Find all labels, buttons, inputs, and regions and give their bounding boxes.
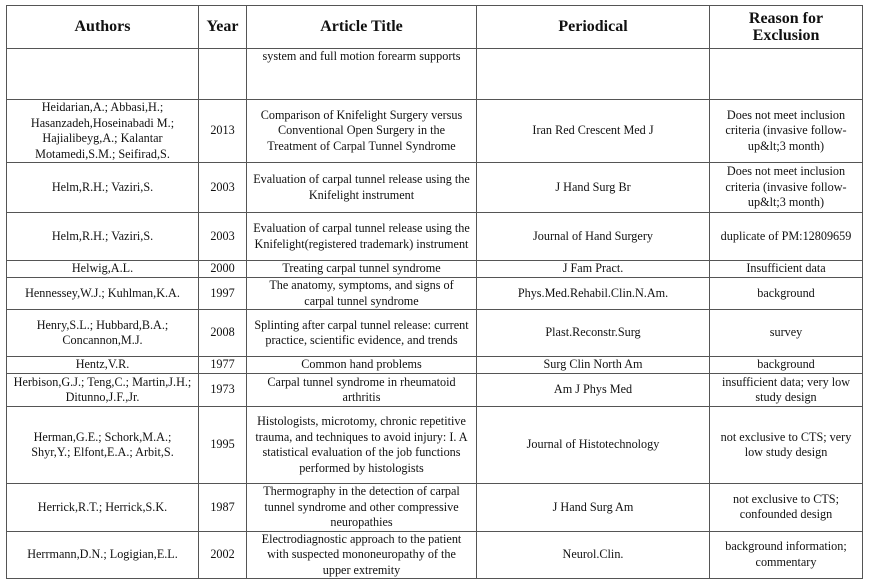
header-row bbox=[7, 6, 863, 49]
cell-year: 2000 bbox=[199, 261, 247, 278]
cell-authors: Heidarian,A.; Abbasi,H.; Hasanzadeh,Hoseinabadi M.; Hajialibeyg,A.; Kalantar Motamedi,S.M.; Seifirad,S. bbox=[7, 100, 199, 163]
table-row bbox=[7, 531, 863, 579]
header-reason: Reason for Exclusion bbox=[710, 6, 863, 49]
cell-authors: Herbison,G.J.; Teng,C.; Martin,J.H.; Ditunno,J.F.,Jr. bbox=[7, 374, 199, 407]
cell-authors: Helm,R.H.; Vaziri,S. bbox=[7, 163, 199, 213]
cell-authors: Helm,R.H.; Vaziri,S. bbox=[7, 213, 199, 261]
cell-title: The anatomy, symptoms, and signs of carpal tunnel syndrome bbox=[247, 278, 477, 310]
cell-authors: Herman,G.E.; Schork,M.A.; Shyr,Y.; Elfont,E.A.; Arbit,S. bbox=[7, 407, 199, 484]
cell-periodical: J Fam Pract. bbox=[477, 261, 710, 278]
cell-authors: Hentz,V.R. bbox=[7, 357, 199, 374]
exclusion-table bbox=[6, 5, 863, 579]
cell-year bbox=[199, 49, 247, 100]
cell-periodical: Phys.Med.Rehabil.Clin.N.Am. bbox=[477, 278, 710, 310]
cell-year: 2003 bbox=[199, 163, 247, 213]
cell-authors: Hennessey,W.J.; Kuhlman,K.A. bbox=[7, 278, 199, 310]
cell-authors: Helwig,A.L. bbox=[7, 261, 199, 278]
cell-authors: Herrick,R.T.; Herrick,S.K. bbox=[7, 484, 199, 532]
table-row bbox=[7, 484, 863, 532]
table-row bbox=[7, 49, 863, 100]
cell-title: Evaluation of carpal tunnel release using the Knifelight(registered trademark) instrument bbox=[247, 213, 477, 261]
header-authors: Authors bbox=[7, 6, 199, 49]
table-row bbox=[7, 374, 863, 407]
header-year: Year bbox=[199, 6, 247, 49]
table-row bbox=[7, 407, 863, 484]
cell-periodical: Neurol.Clin. bbox=[477, 531, 710, 579]
cell-year: 1977 bbox=[199, 357, 247, 374]
cell-title: Common hand problems bbox=[247, 357, 477, 374]
cell-reason: background bbox=[710, 278, 863, 310]
cell-reason: background bbox=[710, 357, 863, 374]
cell-periodical: Iran Red Crescent Med J bbox=[477, 100, 710, 163]
table-row bbox=[7, 213, 863, 261]
cell-year: 1987 bbox=[199, 484, 247, 532]
cell-authors: Herrmann,D.N.; Logigian,E.L. bbox=[7, 531, 199, 579]
cell-title: Splinting after carpal tunnel release: current practice, scientific evidence, and trends bbox=[247, 310, 477, 357]
cell-reason bbox=[710, 49, 863, 100]
cell-reason: background information; commentary bbox=[710, 531, 863, 579]
cell-year: 2002 bbox=[199, 531, 247, 579]
table-row bbox=[7, 261, 863, 278]
cell-authors bbox=[7, 49, 199, 100]
cell-reason: duplicate of PM:12809659 bbox=[710, 213, 863, 261]
cell-periodical: Am J Phys Med bbox=[477, 374, 710, 407]
cell-year: 2008 bbox=[199, 310, 247, 357]
cell-title: system and full motion forearm supports bbox=[247, 49, 477, 100]
cell-year: 2013 bbox=[199, 100, 247, 163]
cell-reason: Does not meet inclusion criteria (invasive follow-up&lt;3 month) bbox=[710, 163, 863, 213]
cell-periodical bbox=[477, 49, 710, 100]
cell-reason: Does not meet inclusion criteria (invasive follow-up&lt;3 month) bbox=[710, 100, 863, 163]
header-article-title: Article Title bbox=[247, 6, 477, 49]
cell-year: 1995 bbox=[199, 407, 247, 484]
cell-periodical: Plast.Reconstr.Surg bbox=[477, 310, 710, 357]
table-row bbox=[7, 163, 863, 213]
cell-title: Treating carpal tunnel syndrome bbox=[247, 261, 477, 278]
cell-periodical: Surg Clin North Am bbox=[477, 357, 710, 374]
table-row bbox=[7, 357, 863, 374]
cell-title: Electrodiagnostic approach to the patient with suspected mononeuropathy of the upper extremity bbox=[247, 531, 477, 579]
cell-reason: not exclusive to CTS; confounded design bbox=[710, 484, 863, 532]
cell-year: 2003 bbox=[199, 213, 247, 261]
table-row bbox=[7, 310, 863, 357]
cell-title: Histologists, microtomy, chronic repetitive trauma, and techniques to avoid injury: I. A statistical evaluation of the job functions performed by histologists bbox=[247, 407, 477, 484]
cell-year: 1973 bbox=[199, 374, 247, 407]
cell-reason: not exclusive to CTS; very low study design bbox=[710, 407, 863, 484]
cell-title: Thermography in the detection of carpal tunnel syndrome and other compressive neuropathies bbox=[247, 484, 477, 532]
cell-periodical: J Hand Surg Br bbox=[477, 163, 710, 213]
cell-periodical: Journal of Histotechnology bbox=[477, 407, 710, 484]
cell-authors: Henry,S.L.; Hubbard,B.A.; Concannon,M.J. bbox=[7, 310, 199, 357]
header-periodical: Periodical bbox=[477, 6, 710, 49]
cell-title: Evaluation of carpal tunnel release using the Knifelight instrument bbox=[247, 163, 477, 213]
cell-title: Comparison of Knifelight Surgery versus Conventional Open Surgery in the Treatment of Carpal Tunnel Syndrome bbox=[247, 100, 477, 163]
table-row bbox=[7, 278, 863, 310]
cell-periodical: J Hand Surg Am bbox=[477, 484, 710, 532]
cell-reason: insufficient data; very low study design bbox=[710, 374, 863, 407]
cell-reason: Insufficient data bbox=[710, 261, 863, 278]
cell-year: 1997 bbox=[199, 278, 247, 310]
cell-title: Carpal tunnel syndrome in rheumatoid arthritis bbox=[247, 374, 477, 407]
table-row bbox=[7, 100, 863, 163]
cell-periodical: Journal of Hand Surgery bbox=[477, 213, 710, 261]
cell-reason: survey bbox=[710, 310, 863, 357]
